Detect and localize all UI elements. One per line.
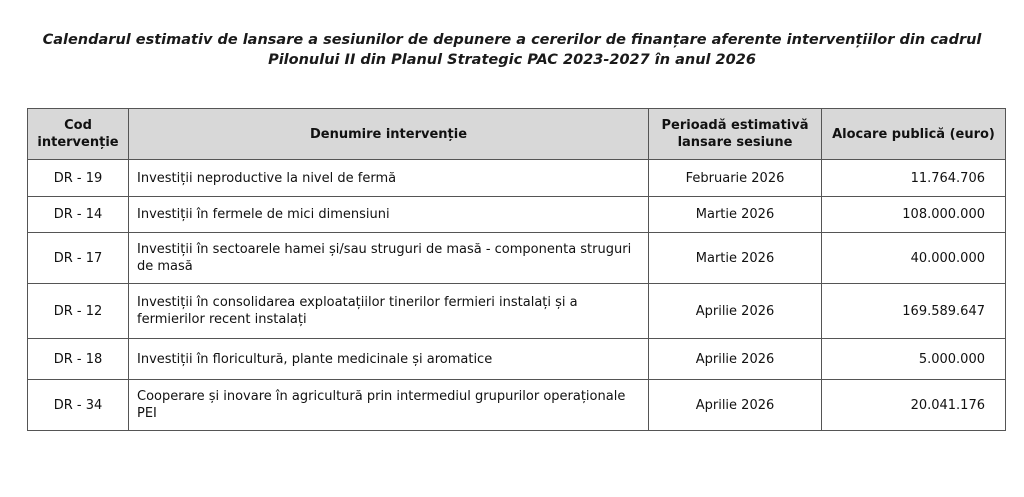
cell-code: DR - 14 bbox=[28, 197, 129, 233]
cell-code: DR - 34 bbox=[28, 380, 129, 431]
table-row bbox=[28, 197, 1006, 233]
cell-period: Martie 2026 bbox=[649, 233, 822, 284]
cell-allocation: 169.589.647 bbox=[822, 284, 1006, 339]
cell-allocation: 40.000.000 bbox=[822, 233, 1006, 284]
cell-allocation: 11.764.706 bbox=[822, 160, 1006, 197]
interventions-table bbox=[27, 108, 1006, 431]
cell-name: Investiții în floricultură, plante medicinale și aromatice bbox=[129, 339, 649, 380]
header-allocation: Alocare publică (euro) bbox=[822, 109, 1006, 160]
cell-code: DR - 18 bbox=[28, 339, 129, 380]
cell-period: Martie 2026 bbox=[649, 197, 822, 233]
cell-name: Investiții în consolidarea exploatațiilor tinerilor fermieri instalați și a fermierilor recent instalați bbox=[129, 284, 649, 339]
table-row bbox=[28, 380, 1006, 431]
cell-period: Aprilie 2026 bbox=[649, 339, 822, 380]
header-name: Denumire intervenție bbox=[129, 109, 649, 160]
cell-name: Investiții neproductive la nivel de fermă bbox=[129, 160, 649, 197]
header-period: Perioadă estimativă lansare sesiune bbox=[649, 109, 822, 160]
document-title bbox=[0, 30, 1024, 70]
cell-allocation: 5.000.000 bbox=[822, 339, 1006, 380]
title-line-1: Calendarul estimativ de lansare a sesiunilor de depunere a cererilor de finanțare aferente intervențiilor din cadrul bbox=[42, 32, 982, 48]
cell-code: DR - 19 bbox=[28, 160, 129, 197]
table-row bbox=[28, 233, 1006, 284]
cell-name: Investiții în sectoarele hamei și/sau struguri de masă - componenta struguri de masă bbox=[129, 233, 649, 284]
cell-name: Cooperare și inovare în agricultură prin intermediul grupurilor operaționale PEI bbox=[129, 380, 649, 431]
cell-allocation: 20.041.176 bbox=[822, 380, 1006, 431]
cell-code: DR - 12 bbox=[28, 284, 129, 339]
cell-code: DR - 17 bbox=[28, 233, 129, 284]
table-row bbox=[28, 284, 1006, 339]
title-line-2: Pilonului II din Planul Strategic PAC 2023-2027 în anul 2026 bbox=[268, 52, 756, 68]
cell-period: Aprilie 2026 bbox=[649, 284, 822, 339]
table-row bbox=[28, 160, 1006, 197]
table-row bbox=[28, 339, 1006, 380]
cell-name: Investiții în fermele de mici dimensiuni bbox=[129, 197, 649, 233]
cell-period: Februarie 2026 bbox=[649, 160, 822, 197]
header-code: Cod intervenție bbox=[28, 109, 129, 160]
table-header-row bbox=[28, 109, 1006, 160]
cell-allocation: 108.000.000 bbox=[822, 197, 1006, 233]
cell-period: Aprilie 2026 bbox=[649, 380, 822, 431]
